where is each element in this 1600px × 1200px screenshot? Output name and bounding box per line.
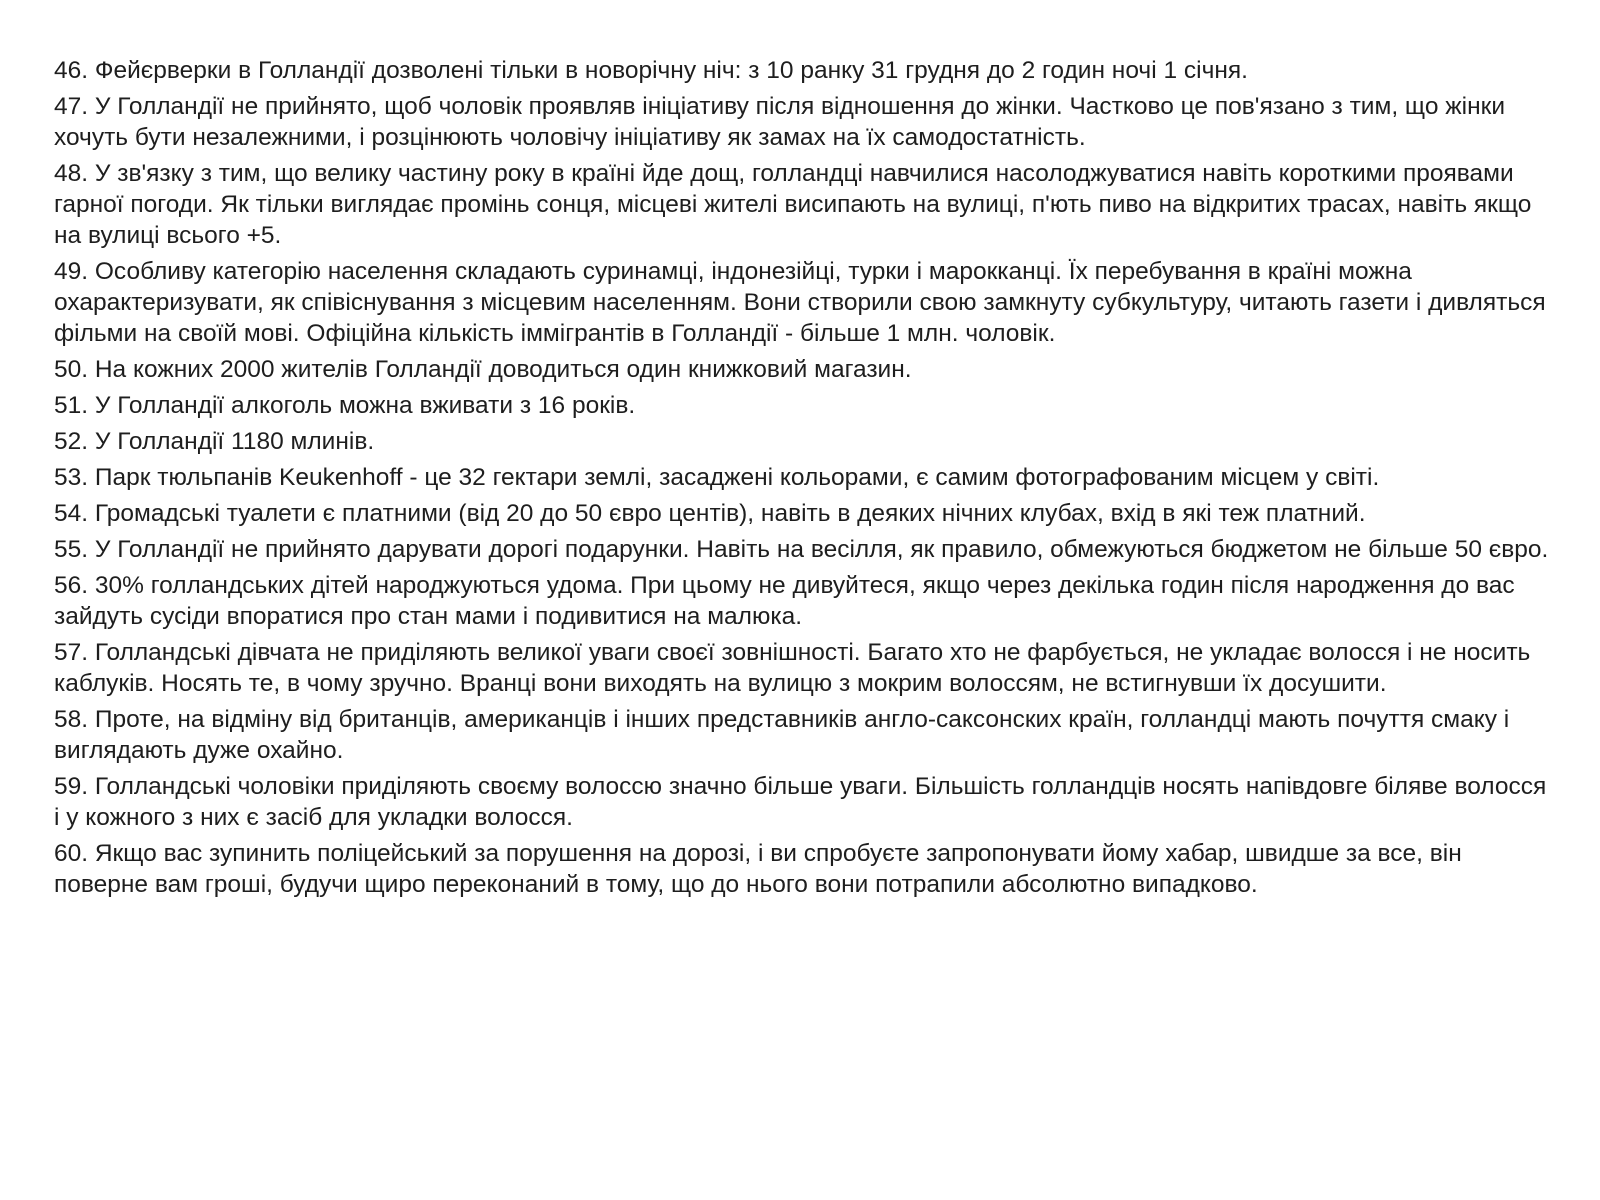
fact-item-54: 54. Громадські туалети є платними (від 20 до 50 євро центів), навіть в деяких нічних клубах, вхід в які теж платний. [54, 500, 1366, 527]
fact-item-52: 52. У Голландії 1180 млинів. [54, 428, 375, 455]
fact-item-58: 58. Проте, на відміну від британців, американців і інших представників англо-саксонских країн, голландці мають почуття смаку і виглядають дуже охайно. [54, 706, 1510, 764]
fact-item-55: 55. У Голландії не прийнято дарувати дорогі подарунки. Навіть на весілля, як правило, обмежуються бюджетом не більше 50 євро. [54, 536, 1549, 563]
fact-item-57: 57. Голландські дівчата не приділяють великої уваги своєї зовнішності. Багато хто не фарбується, не укладає волосся і не носить каблуків. Носять те, в чому зручно. Вранці вони виходять на вулицю з мокрим волоссям, не встигнувши їх досушити. [54, 639, 1531, 697]
fact-item-46: 46. Фейєрверки в Голландії дозволені тільки в новорічну ніч: з 10 ранку 31 грудня до 2 годин ночі 1 січня. [54, 57, 1248, 84]
fact-item-51: 51. У Голландії алкоголь можна вживати з 16 років. [54, 392, 636, 419]
fact-item-48: 48. У зв'язку з тим, що велику частину року в країні йде дощ, голландці навчилися насолоджуватися навіть короткими проявами гарної погоди. Як тільки виглядає промінь сонця, місцеві жителі висипають на вулиці, п'ють пиво на відкритих трасах, навіть якщо на вулиці всього +5. [54, 160, 1532, 249]
fact-item-59: 59. Голландські чоловіки приділяють своєму волоссю значно більше уваги. Більшість голландців носять напівдовге біляве волосся і у кожного з них є засіб для укладки волосся. [54, 773, 1547, 831]
fact-item-47: 47. У Голландії не прийнято, щоб чоловік проявляв ініціативу після відношення до жінки. Частково це пов'язано з тим, що жінки хочуть бути незалежними, і розцінюють чоловічу ініціативу як замах на їх самодостатність. [54, 93, 1506, 151]
fact-item-49: 49. Особливу категорію населення складають суринамці, індонезійці, турки і марокканці. Їх перебування в країні можна охарактеризувати, як співіснування з місцевим населенням. Вони створили свою замкнуту субкультуру, читають газети і дивляться фільми на своїй мові. Офіційна кількість іммігрантів в Голландії - більше 1 млн. чоловік. [54, 258, 1546, 347]
fact-item-56: 56. 30% голландських дітей народжуються удома. При цьому не дивуйтеся, якщо через декілька годин після народження до вас зайдуть сусіди впоратися про стан мами і подивитися на малюка. [54, 572, 1515, 630]
fact-item-50: 50. На кожних 2000 жителів Голландії доводиться один книжковий магазин. [54, 356, 912, 383]
fact-item-60: 60. Якщо вас зупинить поліцейський за порушення на дорозі, і ви спробуєте запропонувати йому хабар, швидше за все, він поверне вам гроші, будучи щиро переконаний в тому, що до нього вони потрапили абсолютно випадково. [54, 840, 1462, 898]
facts-list [54, 55, 1554, 905]
fact-item-53: 53. Парк тюльпанів Keukenhoff - це 32 гектари землі, засаджені кольорами, є самим фотографованим місцем у світі. [54, 464, 1380, 491]
